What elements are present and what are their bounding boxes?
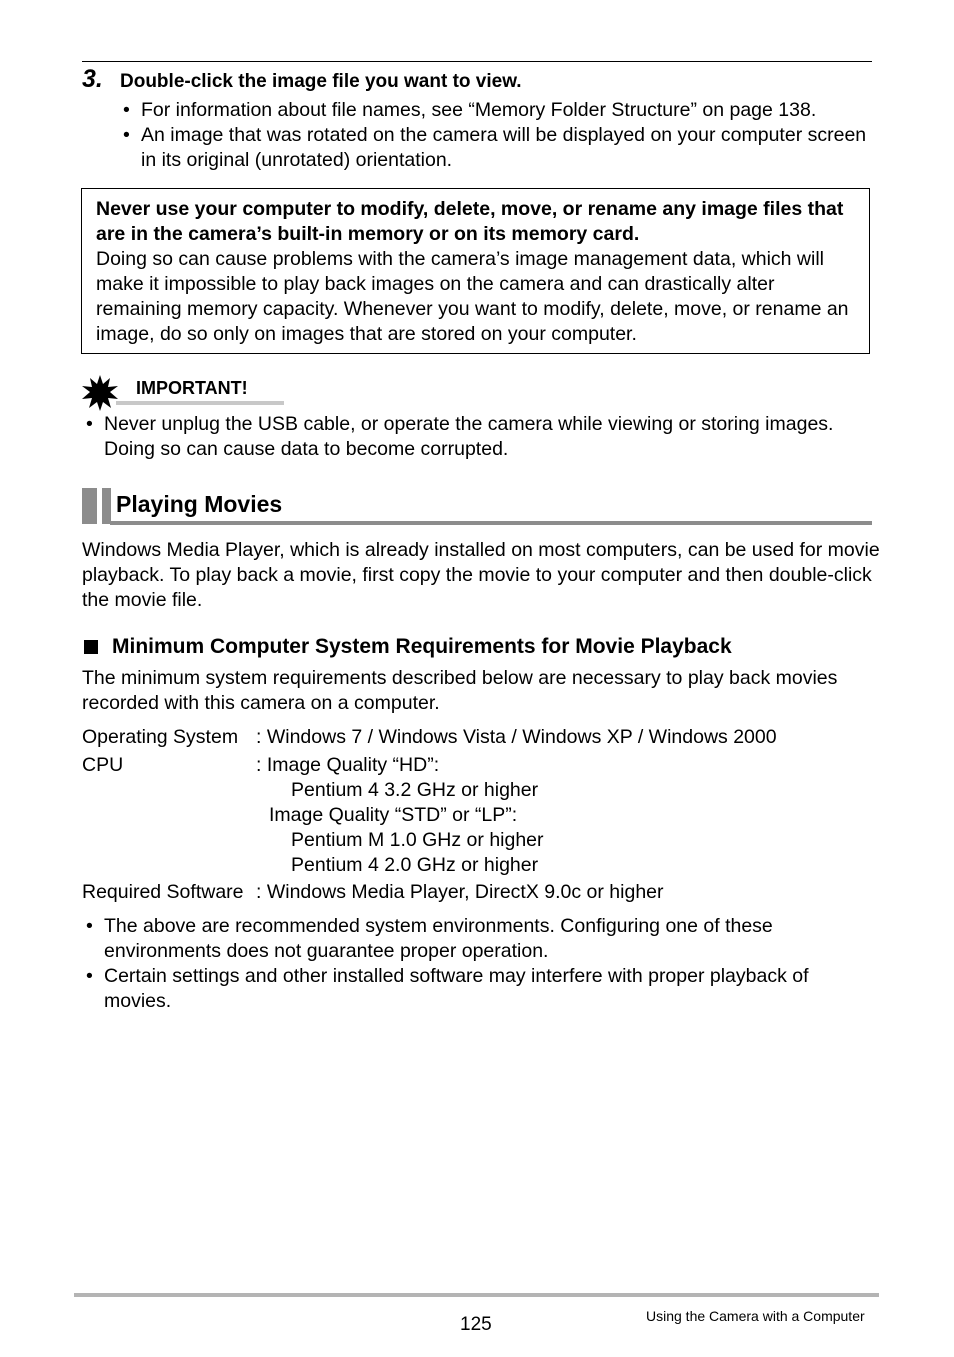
requirements-intro: The minimum system requirements described below are necessary to play back movies recorded with this camera on a computer.: [82, 667, 838, 714]
spec-label-software: Required Software: [82, 881, 244, 903]
important-label: IMPORTANT!: [136, 378, 248, 398]
warning-box: [81, 188, 870, 354]
spec-value-os: : Windows 7 / Windows Vista / Windows XP / Windows 2000: [256, 726, 777, 748]
section-marker: [102, 488, 111, 524]
spec-value-cpu-hd-1: Pentium 4 3.2 GHz or higher: [291, 779, 539, 801]
warning-bold-text: Never use your computer to modify, delete, move, or rename any image files that are in the camera’s built-in memory or on its memory card.: [96, 198, 844, 245]
requirements-notes: [86, 914, 874, 1014]
section-marker: [82, 488, 97, 524]
top-rule: [82, 61, 872, 62]
section-intro: Windows Media Player, which is already installed on most computers, can be used for movie playback. To play back a movie, first copy the movie to your computer and then double-click the movie file.: [82, 539, 880, 611]
list-item: • The above are recommended system environments. Configuring one of these environments does not guarantee proper operation.: [86, 915, 773, 962]
list-item: • An image that was rotated on the camera will be displayed on your computer screen in its original (unrotated) orientation.: [123, 124, 867, 171]
subsection-title: Minimum Computer System Requirements for Movie Playback: [112, 635, 732, 658]
section-title: Playing Movies: [116, 491, 283, 517]
footer-rule: [74, 1293, 879, 1297]
spec-value-software: : Windows Media Player, DirectX 9.0c or higher: [256, 881, 664, 903]
page-number: 125: [460, 1314, 492, 1335]
important-underline: [116, 401, 284, 405]
spec-value-cpu-std-1: Pentium M 1.0 GHz or higher: [291, 829, 544, 851]
list-item: • For information about file names, see “Memory Folder Structure” on page 138.: [123, 99, 817, 121]
warning-body-text: Doing so can cause problems with the camera’s image management data, which will make it impossible to play back images on the camera and can drastically alter remaining memory capacity. Whenever you want to modify, delete, move, or rename an image, do so only on images that are stored on your computer.: [96, 248, 849, 345]
spec-value-cpu-std-2: Pentium 4 2.0 GHz or higher: [291, 854, 539, 876]
list-item: • Never unplug the USB cable, or operate the camera while viewing or storing images. Doing so can cause data to become corrupted.: [86, 413, 834, 460]
spec-label-os: Operating System: [82, 726, 239, 748]
spec-value-cpu-std: Image Quality “STD” or “LP”:: [269, 804, 518, 826]
list-item: • Certain settings and other installed software may interfere with proper playback of movies.: [86, 965, 809, 1012]
square-bullet-icon: [84, 640, 98, 654]
section-rule: [110, 521, 872, 525]
step-title: Double-click the image file you want to view.: [120, 71, 522, 92]
footer-chapter: Using the Camera with a Computer: [646, 1308, 865, 1324]
step-number: 3.: [82, 65, 103, 93]
spec-value-cpu-hd: : Image Quality “HD”:: [256, 754, 440, 776]
spec-label-cpu: CPU: [82, 754, 124, 776]
starburst-icon: [82, 375, 118, 411]
important-bullets: [86, 412, 864, 462]
step-bullets: [123, 98, 881, 173]
